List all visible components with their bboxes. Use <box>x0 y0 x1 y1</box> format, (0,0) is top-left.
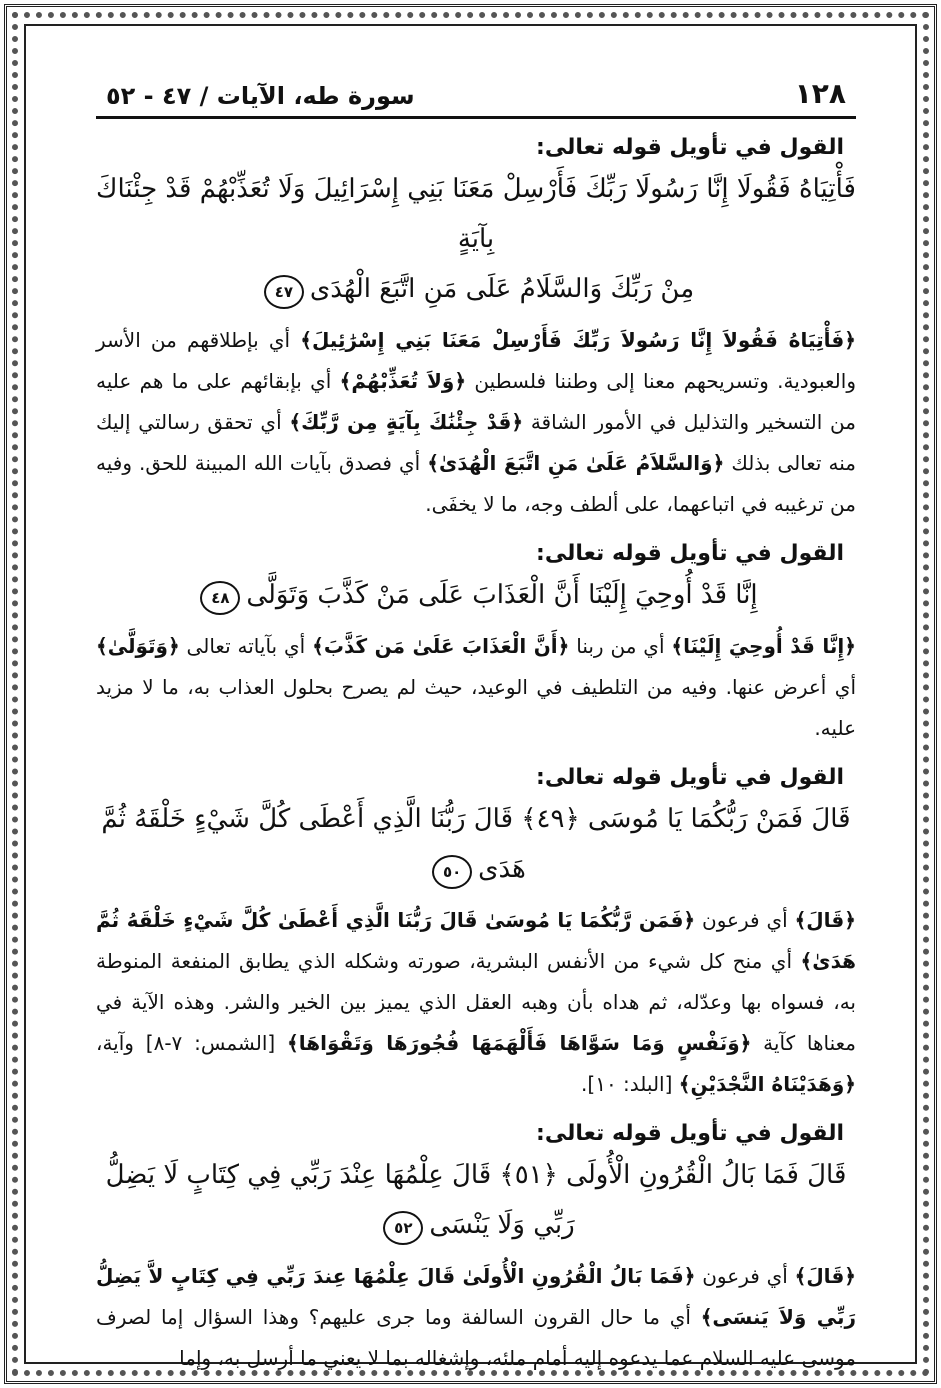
page-header <box>96 66 856 119</box>
commentary-text: أي فصدق بآيات الله المبينة للحق. وفيه من ترغيبه في اتباعهما، على ألطف وجه، ما لا يخفَى. <box>96 451 856 516</box>
commentary-text: أي بآياته تعالى <box>179 634 313 658</box>
verse-line: مِنْ رَبِّكَ وَالسَّلَامُ عَلَى مَنِ اتَّبَعَ الْهُدَى <box>309 274 695 304</box>
quran-verse <box>96 1150 856 1250</box>
commentary-text: أي منح كل شيء من الأنفس البشرية، صورته وشكله الذي يطابق المنفعة المنوطة به، فسواه بها وعدّله، ثم هداه بأن وهبه العقل الذي يميز بين الخير والشر. وهذه الآية في معناها كآية <box>96 949 857 1055</box>
commentary-text: أي بإبقائهم على ما هم عليه من التسخير والتذليل في الأمور الشاقة <box>96 369 856 434</box>
book-page <box>96 66 856 1379</box>
commentary-text: أي من ربنا <box>569 634 672 658</box>
commentary-paragraph <box>96 320 856 525</box>
quoted-verse: ﴿قَالَ﴾ <box>794 1264 857 1288</box>
quran-verse <box>96 794 856 894</box>
commentary-text: [البلد: ١٠]. <box>581 1072 679 1096</box>
commentary-text: أي أعرض عنها. وفيه من التلطيف في الوعيد، حيث لم يصرح بحلول العذاب به، ما لا مزيد عليه. <box>96 675 856 740</box>
section <box>96 135 856 525</box>
page-number: ١٢٨ <box>794 77 846 110</box>
ayah-number-marker: ٤٧ <box>264 275 304 309</box>
section <box>96 1121 856 1379</box>
commentary-text: أي ما حال القرون السالفة وما جرى عليهم؟ وهذا السؤال إما لصرف موسى عليه السلام عما يدعوه إليه أمام ملئه، وإشغاله بما لا يعني ما أرسل به، وإما <box>96 1305 856 1370</box>
commentary-text: أي تحقق رسالتي إليك منه تعالى بذلك <box>96 410 856 475</box>
commentary-text: أي بإطلاقهم من الأسر والعبودية. وتسريحهم معنا إلى وطننا فلسطين <box>96 328 856 393</box>
quoted-verse: ﴿وَهَدَيْنَاهُ النَّجْدَيْنِ﴾ <box>678 1072 856 1096</box>
ayah-number-marker: ٤٨ <box>200 581 240 615</box>
commentary-paragraph <box>96 626 856 749</box>
verse-line: إِنَّا قَدْ أُوحِيَ إِلَيْنَا أَنَّ الْعَذَابَ عَلَى مَنْ كَذَّبَ وَتَوَلَّى <box>246 580 758 610</box>
quoted-verse: ﴿أَنَّ الْعَذَابَ عَلَىٰ مَن كَذَّبَ﴾ <box>312 634 570 658</box>
commentary-paragraph <box>96 1256 856 1379</box>
quoted-verse: ﴿وَتَوَلَّىٰ﴾ <box>96 634 180 658</box>
section-heading: القول في تأويل قوله تعالى: <box>536 541 844 566</box>
quoted-verse: ﴿إِنَّا قَدْ أُوحِيَ إِلَيْنَا﴾ <box>671 634 856 658</box>
commentary-paragraph <box>96 900 856 1105</box>
verse-line: فَأْتِيَاهُ فَقُولَا إِنَّا رَسُولَا رَبِّكَ فَأَرْسِلْ مَعَنَا بَنِي إِسْرَائِيلَ وَلَا تُعَذِّبْهُمْ قَدْ جِئْنَاكَ بِآيَةٍ <box>96 174 856 254</box>
verse-line: قَالَ فَمَا بَالُ الْقُرُونِ الْأُولَى ﴿٥١﴾ قَالَ عِلْمُهَا عِنْدَ رَبِّي فِي كِتَابٍ لَا يَضِلُّ رَبِّي وَلَا يَنْسَى <box>105 1160 847 1240</box>
section <box>96 765 856 1105</box>
quoted-verse: ﴿قَدْ جِئْنَٰكَ بِآيَةٍ مِن رَّبِّكَ﴾ <box>289 410 524 434</box>
commentary-text: أي فرعون <box>695 908 795 932</box>
ayah-number-marker: ٥٠ <box>432 855 472 889</box>
section-heading: القول في تأويل قوله تعالى: <box>536 765 844 790</box>
quoted-verse: ﴿وَلاَ تُعَذِّبْهُمْ﴾ <box>339 369 467 393</box>
quoted-verse: ﴿وَالسَّلاَمُ عَلَىٰ مَنِ اتَّبَعَ الْهُدَىٰ﴾ <box>427 451 725 475</box>
quoted-verse: ﴿فَمَا بَالُ الْقُرُونِ الْأُولَىٰ قَالَ عِلْمُهَا عِندَ رَبِّي فِي كِتَابٍ لاَّ يَضِلُّ رَبِّي وَلاَ يَنسَى﴾ <box>96 1264 856 1329</box>
commentary-text: [الشمس: ٧-٨] وآية، <box>96 1031 288 1055</box>
running-title: سورة طه، الآيات / ٤٧ - ٥٢ <box>106 82 415 110</box>
quoted-verse: ﴿وَنَفْسٍ وَمَا سَوَّاهَا فَأَلْهَمَهَا فُجُورَهَا وَتَقْوَاهَا﴾ <box>287 1031 752 1055</box>
quoted-verse: ﴿فَأْتِيَاهُ فَقُولاَ إِنَّا رَسُولاَ رَبِّكَ فَأَرْسِلْ مَعَنَا بَنِي إِسْرَٰئِيلَ﴾ <box>300 328 856 352</box>
quran-verse <box>96 570 856 620</box>
ayah-number-marker: ٥٢ <box>383 1211 423 1245</box>
verse-line: قَالَ فَمَنْ رَبُّكُمَا يَا مُوسَى ﴿٤٩﴾ قَالَ رَبُّنَا الَّذِي أَعْطَى كُلَّ شَيْءٍ خَلْقَهُ ثُمَّ هَدَى <box>101 804 851 884</box>
quran-verse <box>96 164 856 314</box>
commentary-text: أي فرعون <box>695 1264 795 1288</box>
section <box>96 541 856 749</box>
section-heading: القول في تأويل قوله تعالى: <box>536 135 844 160</box>
section-heading: القول في تأويل قوله تعالى: <box>536 1121 844 1146</box>
quoted-verse: ﴿قَالَ﴾ <box>794 908 856 932</box>
quoted-verse: ﴿فَمَن رَّبُّكُمَا يَا مُوسَىٰ قَالَ رَبُّنَا الَّذِي أَعْطَىٰ كُلَّ شَيْءٍ خَلْقَهُ ثُمَّ هَدَىٰ﴾ <box>96 908 856 973</box>
